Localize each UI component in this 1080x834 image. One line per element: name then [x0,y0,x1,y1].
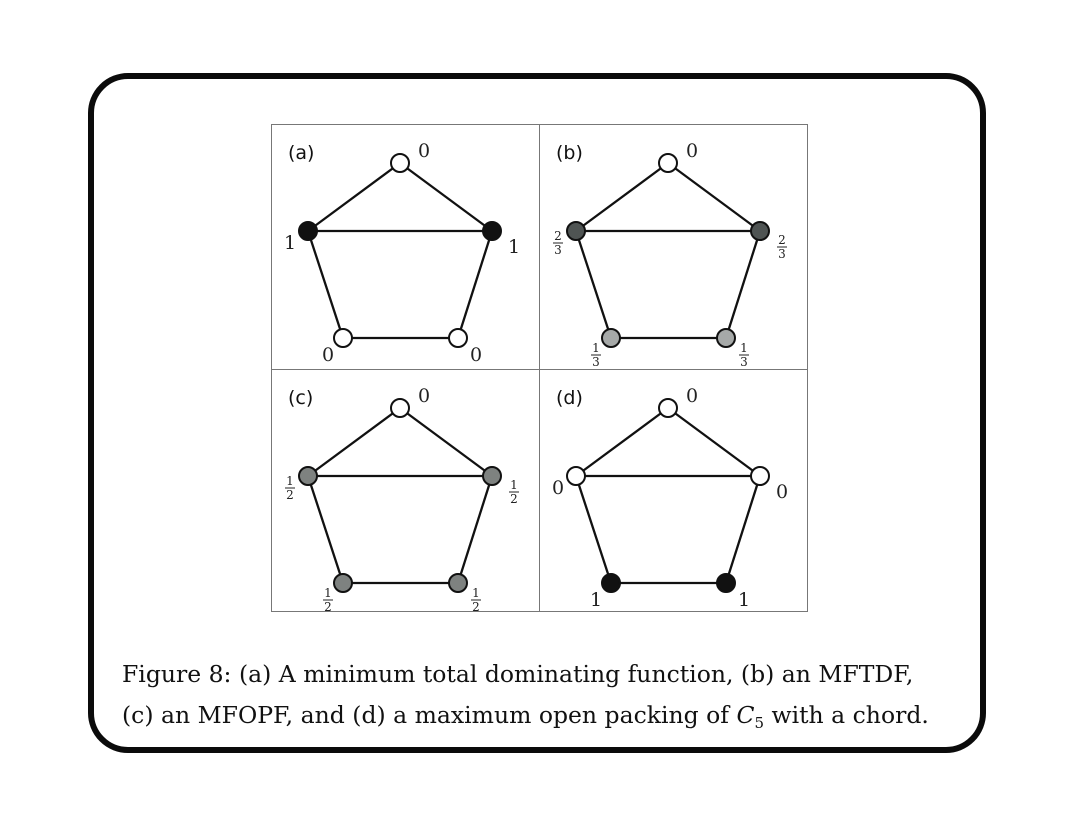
vertex-d-bottom-right [717,574,735,592]
caption-math-subscript: 5 [754,714,765,732]
vertex-d-left [567,467,585,485]
panel-label-c: (c) [288,387,314,409]
vertex-label-a-top: 0 [417,140,431,162]
edge-a-4 [458,231,492,338]
vertex-c-bottom-right [449,574,467,592]
fraction-denominator: 2 [286,488,294,502]
vertex-c-left [299,467,317,485]
vertex-label-d-left: 0 [551,477,565,499]
fraction-numerator: 1 [510,478,518,492]
caption-line-2-start: (c) an MFOPF, and (d) a maximum open packing of [122,701,737,729]
vertex-c-bottom-left [334,574,352,592]
fraction-numerator: 1 [472,586,480,600]
edge-d-3 [576,476,611,583]
edge-b-1 [668,163,760,231]
panel-label-a: (a) [288,142,315,164]
edge-b-3 [576,231,611,338]
vertex-c-top [391,399,409,417]
figure-caption [122,654,962,744]
vertex-label-d-right: 0 [775,481,789,503]
vertex-label-d-top: 0 [685,385,699,407]
edge-b-4 [726,231,760,338]
fraction-denominator: 3 [778,247,786,261]
graph-b [540,125,808,369]
panel-label-d: (d) [556,387,583,409]
panel-b [540,125,808,369]
caption-line-2 [122,695,962,744]
edge-a-0 [308,163,400,231]
fraction-denominator: 3 [592,355,600,369]
panel-a [272,125,540,369]
vertex-b-right [751,222,769,240]
fraction-numerator: 1 [592,341,600,355]
vertex-label-d-bottom-right: 1 [737,589,751,611]
vertex-a-bottom-right [449,329,467,347]
vertex-label-a-bottom-right: 0 [469,344,483,366]
fraction-numerator: 1 [740,341,748,355]
figure-grid [271,124,808,612]
fraction-denominator: 2 [324,600,332,614]
edge-c-0 [308,408,400,476]
fraction-numerator: 1 [286,474,294,488]
edge-c-1 [400,408,492,476]
vertex-b-bottom-left [602,329,620,347]
edge-d-0 [576,408,668,476]
vertex-label-a-left: 1 [283,232,297,254]
vertex-d-bottom-left [602,574,620,592]
fraction-denominator: 3 [740,355,748,369]
fraction-numerator: 2 [554,229,562,243]
panel-divider-horizontal [272,369,807,370]
fraction-denominator: 2 [510,492,518,506]
panel-label-b: (b) [556,142,583,164]
vertex-label-d-bottom-left: 1 [589,589,603,611]
vertex-fraction-b-bottom-right [739,341,749,369]
edge-b-0 [576,163,668,231]
graph-a [272,125,540,369]
vertex-a-left [299,222,317,240]
edge-c-3 [308,476,343,583]
caption-math-c: C [736,701,755,729]
edge-a-1 [400,163,492,231]
edge-a-3 [308,231,343,338]
vertex-fraction-c-right [509,478,519,506]
vertex-b-left [567,222,585,240]
panel-c [272,370,540,614]
vertex-fraction-c-bottom-right [471,586,481,614]
vertex-fraction-c-left [285,474,295,502]
vertex-label-a-bottom-left: 0 [321,344,335,366]
vertex-label-b-top: 0 [685,140,699,162]
vertex-b-top [659,154,677,172]
fraction-denominator: 2 [472,600,480,614]
caption-line-2-end: with a chord. [764,701,929,729]
fraction-numerator: 2 [778,233,786,247]
vertex-b-bottom-right [717,329,735,347]
graph-c [272,370,540,614]
edge-d-4 [726,476,760,583]
vertex-fraction-b-right [777,233,787,261]
caption-line-1: Figure 8: (a) A minimum total dominating function, (b) an MFTDF, [122,660,914,688]
vertex-d-right [751,467,769,485]
graph-d [540,370,808,614]
vertex-label-a-right: 1 [507,236,521,258]
vertex-fraction-b-bottom-left [591,341,601,369]
vertex-c-right [483,467,501,485]
vertex-label-c-top: 0 [417,385,431,407]
vertex-fraction-b-left [553,229,563,257]
vertex-a-bottom-left [334,329,352,347]
fraction-denominator: 3 [554,243,562,257]
fraction-numerator: 1 [324,586,332,600]
vertex-fraction-c-bottom-left [323,586,333,614]
vertex-a-top [391,154,409,172]
vertex-a-right [483,222,501,240]
panel-divider-vertical [539,125,540,611]
edge-c-4 [458,476,492,583]
panel-d [540,370,808,614]
vertex-d-top [659,399,677,417]
edge-d-1 [668,408,760,476]
